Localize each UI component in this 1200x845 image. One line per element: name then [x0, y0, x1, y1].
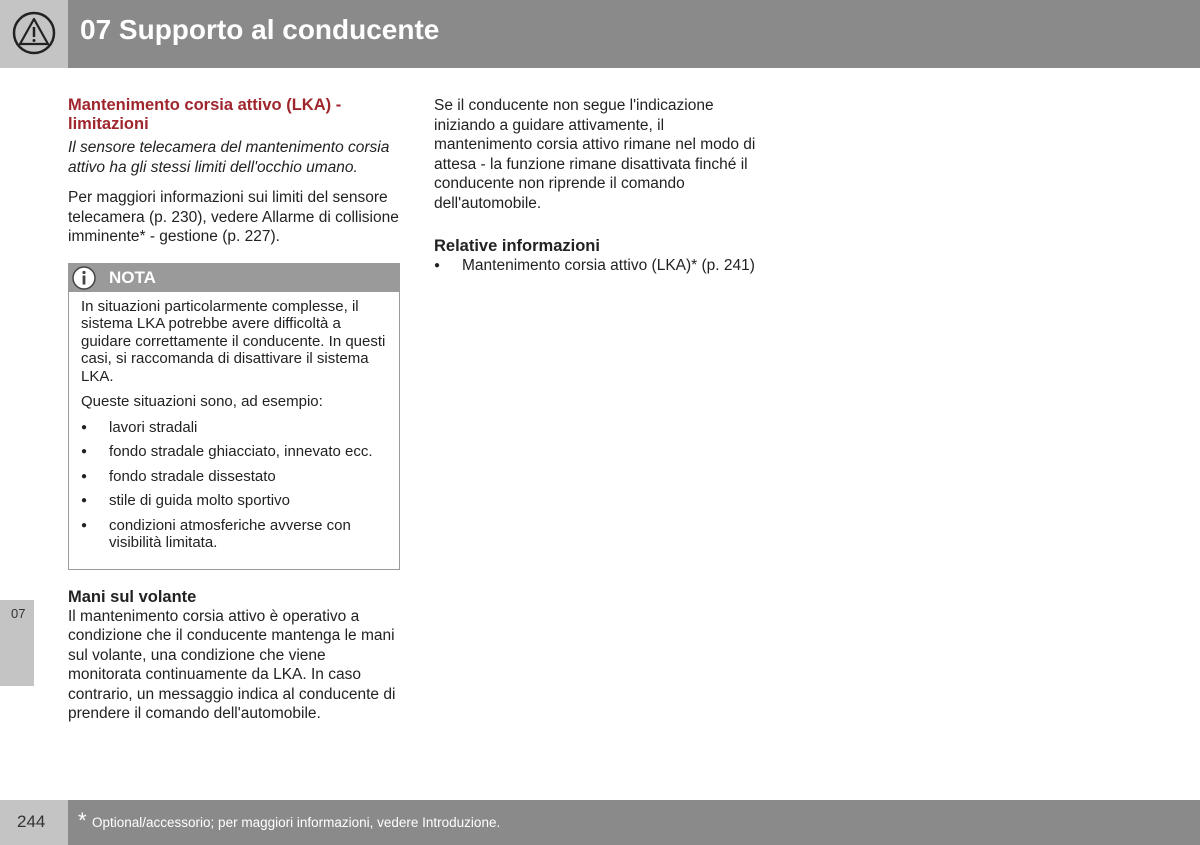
left-column [68, 96, 400, 724]
note-title: NOTA [109, 267, 156, 287]
note-text: In situazioni particolarmente complesse, il sistema LKA potrebbe avere difficoltà a guidare correttamente il conducente. In questi casi, si raccomanda di disattivare il sistema LKA. [81, 297, 386, 385]
note-header [69, 264, 399, 292]
note-list [81, 419, 387, 552]
list-item: ● stile di guida molto sportivo [81, 492, 387, 510]
intro-text: Il sensore telecamera del mantenimento corsia attivo ha gli stessi limiti dell'occhio umano. [68, 139, 390, 176]
note-body [69, 292, 399, 569]
related-list [434, 256, 766, 276]
chapter-tab-label: 07 [11, 606, 26, 621]
right-column [434, 96, 766, 276]
related-link[interactable]: ● Mantenimento corsia attivo (LKA)* (p. 241) [434, 256, 766, 276]
list-item: ● fondo stradale dissestato [81, 468, 387, 486]
list-item: ● condizioni atmosferiche avverse con visibilità limitata. [81, 517, 387, 552]
warning-triangle-icon [12, 11, 56, 55]
list-item: ● fondo stradale ghiacciato, innevato ecc. [81, 443, 387, 461]
footer-note: Optional/accessorio; per maggiori informazioni, vedere Introduzione. [92, 815, 501, 830]
note-text: Queste situazioni sono, ad esempio: [81, 393, 323, 410]
info-icon [72, 266, 96, 290]
body-paragraph: Se il conducente non segue l'indicazione iniziando a guidare attivamente, il mantenimento corsia attivo rimane nel modo di attesa - la funzione rimane disattivata finché il conducente non riprende il comando dell'automobile. [434, 97, 756, 212]
note-box [68, 263, 400, 570]
page-title: 07 Supporto al conducente [80, 14, 440, 45]
section-heading: Mantenimento corsia attivo (LKA) - limitazioni [68, 96, 342, 133]
related-heading: Relative informazioni [434, 237, 600, 255]
body-paragraph: Per maggiori informazioni sui limiti del sensore telecamera (p. 230), vedere Allarme di collisione imminente* - gestione (p. 227). [68, 189, 399, 245]
section-heading: Mani sul volante [68, 587, 197, 606]
section-hands-on-wheel [68, 588, 400, 724]
footer-star: * [78, 808, 87, 833]
body-paragraph: Il mantenimento corsia attivo è operativo a condizione che il conducente mantenga le mani sul volante, una condizione che viene monitorata continuamente da LKA. In caso contrario, un messaggio indica al conducente di prendere il comando dell'automobile. [68, 607, 396, 722]
list-item: ● lavori stradali [81, 419, 387, 437]
page-number: 244 [17, 812, 46, 831]
